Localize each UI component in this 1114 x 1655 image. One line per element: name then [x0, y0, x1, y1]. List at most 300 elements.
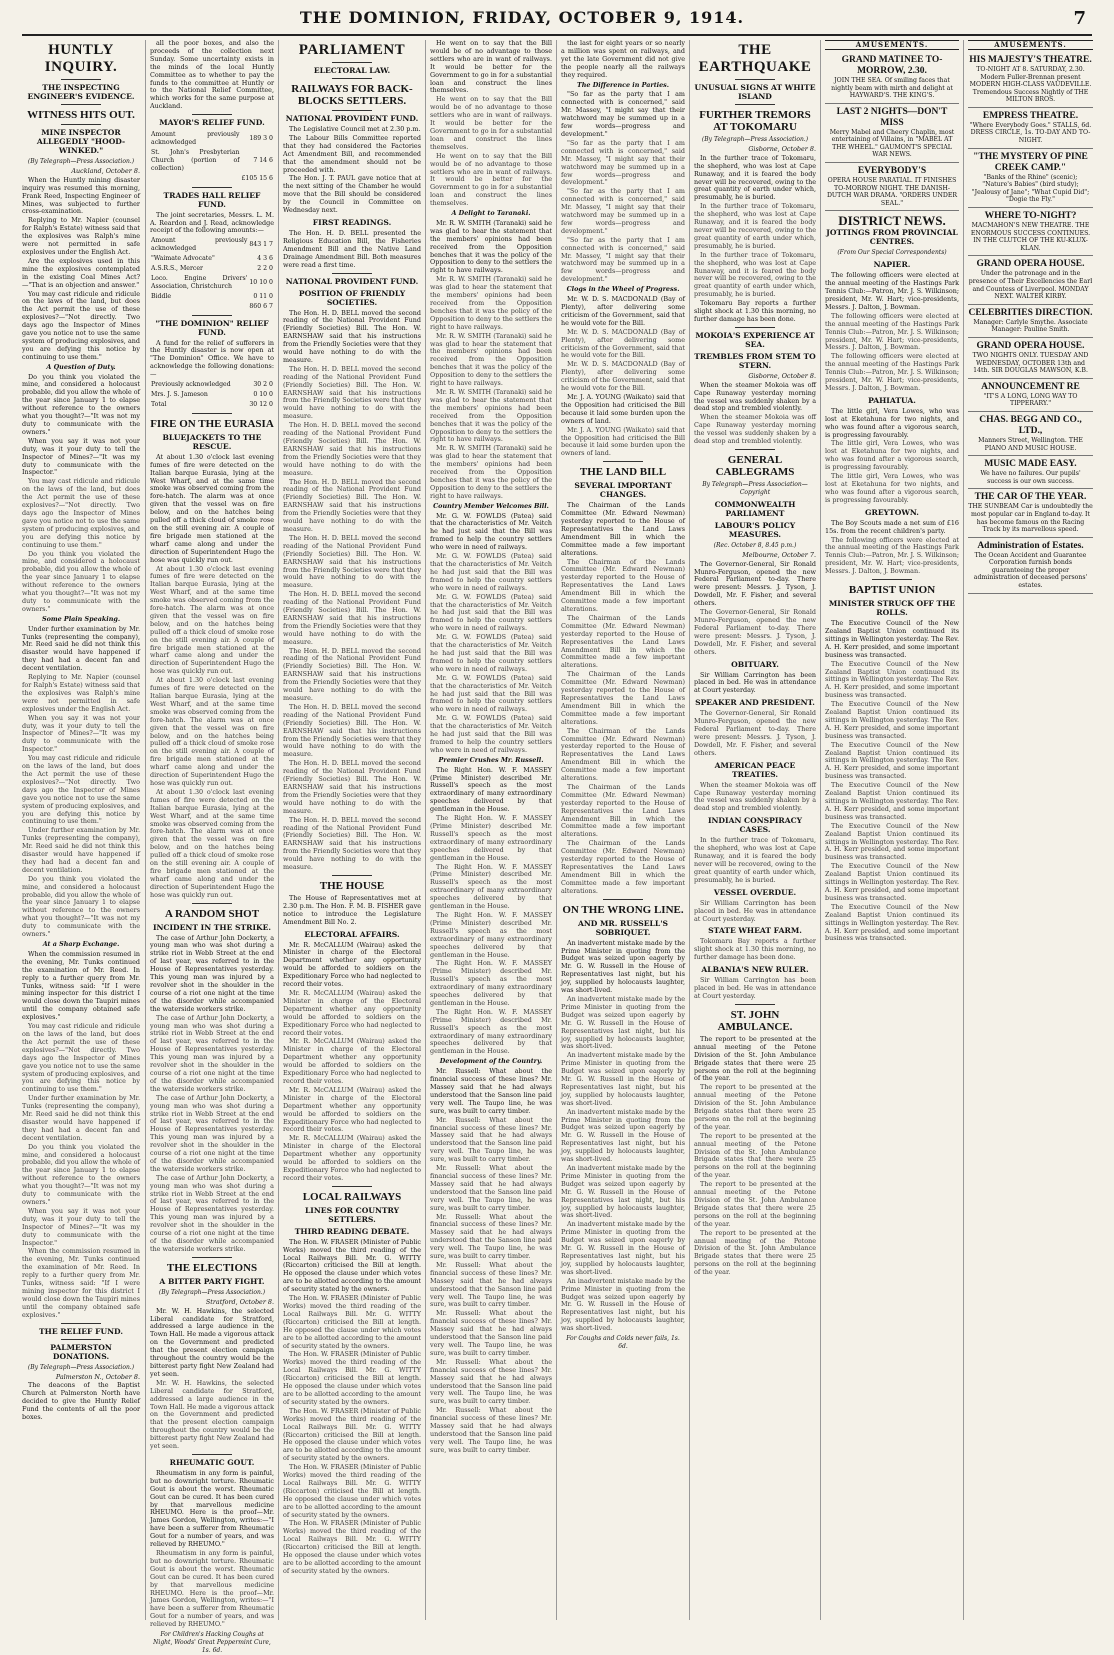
subhead: SEVERAL IMPORTANT CHANGES.	[574, 481, 672, 500]
paragraph: When the commission resumed in the evening, Mr. Tunks continued the examination of Mr. Reed. In reply to a further query from Mr. Tunks, witness said: "If I were mining inspector for this district I would close down the Taupiri mines until the company obtained safe explosives."	[22, 949, 140, 1022]
mayor-fund-table	[150, 130, 274, 183]
advert	[968, 338, 1093, 379]
divider	[332, 1186, 372, 1187]
fund-label: Total	[151, 400, 167, 408]
table-row	[150, 264, 274, 274]
subhead: ALBANIA'S NEW RULER.	[701, 965, 809, 975]
advert	[968, 412, 1093, 456]
paragraph: The Governor-General, Sir Ronald Munro-Ferguson, opened the new Federal Parliament to-day. There were present: Messrs. J. Tyson, J. Dowdell, Mr. F. Fisher, and several others.	[694, 559, 816, 608]
advert-text: Manners Street, Wellington. THE PIANO AND MUSIC HOUSE.	[978, 436, 1083, 452]
fund-amount: 30 2 0	[253, 381, 273, 389]
paragraph: Mr. R. McCALLUM (Wairau) asked the Minister in charge of the Electoral Department whether any opportunity would be afforded to soldiers on the Expeditionary Force who had neglected to record their votes.	[283, 1037, 421, 1085]
advert	[968, 456, 1093, 489]
masthead	[22, 4, 1092, 36]
paragraph: An inadvertent mistake made by the Prime Minister in quoting from the Budget was seized upon eagerly by Mr. G. W. Russell in the House of Representatives last night, but his joy, supplied by holocausts laughter, was short-lived.	[561, 1276, 685, 1333]
paragraph: The Hon. W. FRASER (Minister of Public Works) moved the third reading of the Local Railways Bill. Mr. G. WITTY (Riccarton) criticised the Bill at length. He opposed the clause under which votes are to be allotted according to the amount of security stated by the owners.	[283, 1294, 421, 1350]
paragraph: The Labour Bills Committee reported that they had considered the Factories Act Amendment Bill, and recommended that the amendment should not be proceeded with.	[283, 133, 421, 174]
fund-label: Amount previously acknowledged	[151, 237, 248, 253]
paragraph: At about 1.30 o'clock last evening fumes of fire were detected on the Italian barque Eurasia, lying at the West Wharf, and at the same time smoke was observed coming from the fore-hatch. The alarm was at once given that the vessel was on fire below, and on the hatches being pulled off a thick cloud of smoke rose on the still evening air. A couple of fire brigade men stationed at the wharf came along and under the direction of Superintendent Hugo the hose was quickly run out.	[150, 787, 274, 899]
paragraph: When you say it was not your duty, was it your duty to tell the Inspector of Mines?—"It was my duty to communicate with the Inspector."	[22, 713, 140, 754]
paragraph: The case of Arthur John Dockerty, a young man who was shot during a strike riot in Webb Street at the end of last year, was referred to in the House of Representatives yesterday. This young man was injured by a revolver shot in the shoulder in the course of a riot one night at the time of the disorder while accompanied the waterside workers strike.	[150, 933, 274, 1013]
sidehead: Clogs in the Wheel of Progress.	[566, 285, 680, 294]
paragraph: An inadvertent mistake made by the Prime Minister in quoting from the Budget was seized upon eagerly by Mr. G. W. Russell in the House of Representatives last night, but his joy, supplied by holocausts laughter, was short-lived.	[561, 1107, 685, 1164]
wrong-line-headline: ON THE WRONG LINE.	[562, 903, 684, 916]
railways-headline: LOCAL RAILWAYS	[302, 1190, 402, 1203]
paragraph: He went on to say that the Bill would be of no advantage to those settlers who are in want of railways. It would be better for the Government to go in for a substantial loan and construct the lines themselves.	[430, 95, 552, 151]
small-ad: For Coughs and Colds never fails, 1s. 6d.	[566, 1335, 680, 1350]
subhead: AMERICAN PEACE TREATIES.	[714, 760, 796, 779]
sidehead: Country Member Welcomes Bill.	[433, 501, 549, 510]
divider	[332, 62, 372, 63]
fund-amount: £105 15 6	[241, 174, 273, 182]
divider	[332, 875, 372, 876]
subhead: SPEAKER AND PRESIDENT.	[695, 698, 815, 708]
fund-amount: 2 2 0	[257, 265, 273, 273]
paragraph: Mr. R. W. SMITH (Taranaki) said he was glad to hear the statement that the members' opinions had been received from the Opposition benches that it was the policy of the Opposition to deny to the settlers the right to have railways.	[430, 331, 552, 388]
advert	[968, 256, 1093, 304]
house-headline: THE HOUSE	[319, 879, 385, 892]
fund-amount: 7 14 6	[253, 156, 273, 164]
paragraph: Do you think you violated the mine, and considered a holocaust probable, did you allow the whole of the year since January 1 to elapse without reference to the owners what you thought?—"It was not my duty to communicate with the owners."	[22, 549, 140, 613]
paragraph: Mr. R. McCALLUM (Wairau) asked the Minister in charge of the Electoral Department whether any opportunity would be afforded to soldiers on the Expeditionary Force who had neglected to record their votes.	[283, 1134, 421, 1182]
paragraph: The Executive Council of the New Zealand Baptist Union continued its sittings in Wellington yesterday. The Rev. A. H. Kerr presided, and some important business was transacted.	[825, 821, 959, 862]
dominion-fund-table	[150, 380, 274, 410]
advert-text: TWO NIGHTS ONLY. TUESDAY AND WEDNESDAY, OCTOBER 13th and 14th. SIR DOUGLAS MAWSON, K.B.	[972, 351, 1089, 375]
paragraph: The Hon. H. D. BELL moved the second reading of the National Provident Fund (Friendly Societies) Bill. The Hon. W. EARNSHAW said that his instructions from the Friendly Societies were that they would have nothing to do with the measure.	[283, 477, 421, 533]
paragraph: The Chairman of the Lands Committee (Mr. Edward Newman) yesterday reported to the House of Representatives the Land Laws Amendment Bill in which the Committee made a few important alterations.	[561, 501, 685, 557]
paragraph: The following officers were elected at the annual meeting of the Hastings Park Tennis Club:—Patron, Mr. J. S. Wilkinson; president, Mr. W. Hart; vice-presidents, Messrs. J. Dalton, J. Bowman.	[825, 535, 959, 576]
fund-amount: 10 10 0	[249, 278, 273, 286]
paragraph: Mr. R. McCALLUM (Wairau) asked the Minister in charge of the Electoral Department whether any opportunity would be afforded to soldiers on the Expeditionary Force who had neglected to record their votes.	[283, 989, 421, 1037]
table-row	[150, 236, 274, 254]
paragraph: The following officers were elected at the annual meeting of the Hastings Park Tennis Club:—Patron, Mr. J. S. Wilkinson; president, Mr. W. Hart; vice-presidents, Messrs. J. Dalton, J. Bowman.	[825, 311, 959, 352]
paragraph: Mr. W. H. Hawkins, the selected Liberal candidate for Stratford, addressed a large audience in the Town Hall. He made a vigorous attack on the Government and predicted that the present election campaign throughout the country would be the bitterest party fight New Zealand had yet seen.	[150, 1306, 274, 1378]
paragraph: Mr. R. McCALLUM (Wairau) asked the Minister in charge of the Electoral Department whether any opportunity would be afforded to soldiers on the Expeditionary Force who had neglected to record their votes.	[283, 1085, 421, 1134]
fire-subhead: BLUEJACKETS TO THE RESCUE.	[162, 432, 262, 451]
amusements-header: AMUSEMENTS.	[825, 40, 959, 50]
paragraph: The Hon. H. D. BELL moved the second reading of the National Provident Fund (Friendly Societies) Bill. The Hon. W. EARNSHAW said that his instructions from the Friendly Societies were that they would have nothing to do with the measure.	[283, 364, 421, 421]
paragraph: The Chairman of the Lands Committee (Mr. Edward Newman) yesterday reported to the House of Representatives the Land Laws Amendment Bill in which the Committee made a few important alterations.	[561, 613, 685, 670]
paragraph: The Executive Council of the New Zealand Baptist Union continued its sittings in Wellington yesterday. The Rev. A. H. Kerr presided, and some important business was transacted.	[825, 902, 959, 943]
table-row	[150, 390, 274, 400]
paragraph: The joint secretaries, Messrs. L. M. A. Reardon and J. Read, acknowledge receipt of the following amounts:—	[150, 210, 274, 235]
deck-1: ELECTORAL LAW.	[313, 66, 391, 75]
sidehead: Premier Crushes Mr. Russell.	[438, 755, 544, 764]
paragraph: Mr. G. W. FOWLDS (Patea) said that the characteristics of Mr. Veitch he had just said that the Bill was framed to help the country settlers who were in need of railways.	[430, 552, 552, 592]
divider	[735, 79, 775, 80]
paragraph: Mr. G. W. FOWLDS (Patea) said that the characteristics of Mr. Veitch he had just said that the Bill was framed to help the country settlers who were in need of railways.	[430, 714, 552, 754]
page-number: 7	[1073, 8, 1086, 29]
divider	[192, 1257, 232, 1258]
fund-amount: 4 3 6	[257, 255, 273, 263]
paragraph: He went on to say that the Bill would be of no advantage to those settlers who are in want of railways. It would be better for the Government to go in for a substantial loan and construct the lines themselves.	[430, 151, 552, 208]
paragraph: Mr. R. W. SMITH (Taranaki) said he was glad to hear the statement that the members' opinions had been received from the Opposition benches that it was the policy of the Opposition to deny to the settlers the right to have railways.	[430, 218, 552, 275]
paragraph: The Hon. H. D. BELL moved the second reading of the National Provident Fund (Friendly Societies) Bill. The Hon. W. EARNSHAW said that his instructions from the Friendly Societies were that they would have nothing to do with the measure.	[283, 759, 421, 815]
paragraph: Mr. R. W. SMITH (Taranaki) said he was glad to hear the statement that the members' opinions had been received from the Opposition benches that it was the policy of the Opposition to deny to the settlers the right to have railways.	[430, 387, 552, 444]
sidehead: The Difference in Parties.	[577, 80, 669, 89]
shot-subhead: INCIDENT IN THE STRIKE.	[152, 922, 272, 932]
advert	[825, 52, 959, 104]
subhead: FIRST READINGS.	[312, 217, 392, 227]
paragraph: An inadvertent mistake made by the Prime Minister in quoting from the Budget was seized upon eagerly by Mr. G. W. Russell in the House of Representatives last night, but his joy, supplied by holocausts laughter, was short-lived.	[561, 938, 685, 995]
column-8	[963, 40, 1093, 1620]
paragraph: Replying to Mr. Napier (counsel for Ralph's Estate) witness said that the explosives was Ralph's mine were not permitted in safe explosives under the English Act.	[22, 673, 140, 713]
paragraph: When the steamer Mokoia was off Cape Runaway yesterday morning the vessel was suddenly shaken by a dead stop and trembled violently.	[694, 780, 816, 813]
paragraph: In the further trace of Tokomaru, the shepherd, who was lost at Cape Runaway, and it is feared the body never will be recovered, owing to the great quantity of earth under which, presumably, he is buried.	[694, 836, 816, 884]
fund-label: Mrs. J. S. Jameson	[151, 391, 208, 398]
paragraph: The little girl, Vera Lowes, who was lost at Eketahuna for two nights, and who was found after a vigorous search, is progressing favourably.	[825, 439, 959, 472]
fund-label	[150, 302, 248, 312]
paragraph: At about 1.30 o'clock last evening fumes of fire were detected on the Italian barque Eurasia, lying at the West Wharf, and at the same time smoke was observed coming from the fore-hatch. The alarm was at once given that the vessel was on fire below, and on the hatches being pulled off a thick cloud of smoke rose on the still evening air. A couple of fire brigade men stationed at the wharf came along and under the direction of Superintendent Hugo the hose was quickly run out.	[150, 452, 274, 564]
divider	[735, 1004, 775, 1005]
paragraph: The Hon. H. D. BELL moved the second reading of the National Provident Fund (Friendly Societies) Bill. The Hon. W. EARNSHAW said that his instructions from the Friendly Societies were that they would have nothing to do with the measure.	[283, 533, 421, 590]
column-6	[689, 40, 820, 1620]
paragraph: The Boy Scouts made a net sum of £16 15s. from the recent children's party.	[825, 518, 959, 535]
paragraph: Sir William Carrington has been placed in bed. He was in attendance at Court yesterday.	[694, 976, 816, 1000]
divider	[192, 413, 232, 414]
masthead-title: THE DOMINION, FRIDAY, OCTOBER 9, 1914.	[299, 8, 745, 27]
paragraph: Rheumatism in any form is painful, but no downright torture. Rheumatic Gout is about the worst. Rheumatic Gout can be cured. It has been cured by that marvellous medicine RHEUMO. Here is the proof—Mr. James Gordon, Wellington, writes:—"I have been a sufferer from Rheumatic Gout for a number of years, and was relieved by RHEUMO."	[150, 1549, 274, 1629]
paragraph: An inadvertent mistake made by the Prime Minister in quoting from the Budget was seized upon eagerly by Mr. G. W. Russell in the House of Representatives last night, but his joy, supplied by holocausts laughter, was short-lived.	[561, 1051, 685, 1107]
paragraph: You may cast ridicule and ridicule on the laws of the land, but does the Act permit the use of these explosives?—"Not directly. Two days ago the Inspector of Mines gave you notice not to use the same system of producing explosives, and you are defying this notice by continuing to use them."	[22, 1022, 140, 1094]
paragraph: Mr. W. D. S. MACDONALD (Bay of Plenty), after delivering some criticism of the Government, said that he would vote for the Bill.	[561, 360, 685, 393]
paragraph: Mr. G. W. FOWLDS (Patea) said that the characteristics of Mr. Veitch he had just said that the Bill was framed to help the country settlers who were in need of railways.	[430, 633, 552, 673]
fund-amount: 189 3 0	[249, 135, 273, 143]
paragraph: Mr. R. W. SMITH (Taranaki) said he was glad to hear the statement that the members' opinions had been received from the Opposition benches that it was the policy of the Opposition to deny to the settlers the right to have railways.	[430, 275, 552, 331]
baptist-headline: BAPTIST UNION	[848, 584, 936, 597]
sidehead: At a Sharp Exchange.	[42, 940, 120, 948]
advert	[825, 163, 959, 211]
divider	[332, 273, 372, 274]
cablegrams-headline: GENERAL CABLEGRAMS	[715, 454, 795, 478]
divider	[603, 461, 643, 462]
byline: (By Telegraph—Press Association.)	[158, 1288, 266, 1296]
advert-text: Under the patronage and in the presence of Their Excellencies the Earl and Countess of Liverpool. MONDAY NEXT. WALTER KIRBY.	[968, 270, 1093, 301]
advert	[825, 104, 959, 163]
advert-text: TO-NIGHT AT 8. SATURDAY, 2.30. Modern Fuller-Brennan present MODERN HIGH-CLASS VAUDEVILLE. Tremendous Success Nightly of THE MILTON BROS.	[969, 65, 1092, 104]
divider	[192, 114, 232, 115]
table-row	[150, 254, 274, 264]
paragraph: "So far as the party that I am connected with is concerned," said Mr. Massey, "I might say that their watchword may be summed up in a few words—progress and development."	[561, 235, 685, 284]
paragraph: Mr. J. A. YOUNG (Waikato) said that the Opposition had criticised the Bill because it laid some burden upon the owners of land.	[561, 392, 685, 425]
parliament-headline: PARLIAMENT	[298, 42, 406, 58]
land-bill-headline: THE LAND BILL	[579, 466, 667, 479]
hall-fund-head: TRADES HALL RELIEF FUND.	[163, 190, 261, 209]
deck-3: NATIONAL PROVIDENT FUND.	[285, 114, 419, 123]
paragraph: The Hon. W. FRASER (Minister of Public Works) moved the third reading of the Local Railways Bill. Mr. G. WITTY (Riccarton) criticised the Bill at length. He opposed the clause under which votes are to be allotted according to the amount of security stated by the owners.	[283, 1463, 421, 1519]
paragraph: The report to be presented at the annual meeting of the Petone Division of the St. John Ambulance Brigade states that there were 25 persons on the roll at the beginning of the year.	[694, 1180, 816, 1228]
paragraph: Mr. W. D. S. MACDONALD (Bay of Plenty), after delivering some criticism of the Government, said that he would vote for the Bill.	[561, 295, 685, 327]
paragraph: Mr. G. W. FOWLDS (Patea) said that the characteristics of Mr. Veitch he had just said that the Bill was framed to help the country settlers who were in need of railways.	[430, 511, 552, 552]
dominion-fund-head: "THE DOMINION" RELIEF FUND.	[155, 318, 269, 337]
paragraph: Mr. G. W. FOWLDS (Patea) said that the characteristics of Mr. Veitch he had just said that the Bill was framed to help the country settlers who were in need of railways.	[430, 673, 552, 714]
advert-text: Manager: Carlyle Smythe. Associate Manager: Pauline Smith.	[973, 318, 1088, 334]
byline: (From Our Special Correspondents)	[837, 249, 947, 257]
fund-amount: 860 6 7	[249, 302, 273, 310]
paragraph: "So far as the party that I am connected with is concerned," said Mr. Massey, "I might say that their watchword may be summed up in a few words—progress and development."	[561, 187, 685, 235]
paragraph: Tokomaru Bay reports a further slight shock at 1.30 this morning, no further damage has been done.	[694, 937, 816, 962]
paragraph: Mr. Russell: What about the financial success of these lines? Mr. Massey said that he had always understood that the Sanson line paid very well. The Taupo line, he was sure, was built to carry timber.	[430, 1212, 552, 1261]
paragraph: The Governor-General, Sir Ronald Munro-Ferguson, opened the new Federal Parliament to-day. There were present: Messrs. J. Tyson, J. Dowdell, Mr. F. Fisher, and several others.	[694, 608, 816, 656]
subhead: AND MR. RUSSELL'S SOBRIQUET.	[577, 918, 669, 937]
paragraph: An inadvertent mistake made by the Prime Minister in quoting from the Budget was seized upon eagerly by Mr. G. W. Russell in the House of Representatives last night, but his joy, supplied by holocausts laughter, was short-lived.	[561, 1164, 685, 1220]
advert	[968, 52, 1093, 108]
paragraph: An inadvertent mistake made by the Prime Minister in quoting from the Budget was seized upon eagerly by Mr. G. W. Russell in the House of Representatives last night, but his joy, supplied by holocausts laughter, was short-lived.	[561, 1220, 685, 1276]
paragraph: The Right Hon. W. F. MASSEY (Prime Minister) described Mr. Russell's speech as the most extraordinary of many extraordinary speeches delivered by that gentleman in the House.	[430, 1007, 552, 1056]
byline: By Telegraph—Press Association—Copyright	[702, 481, 808, 496]
paragraph: Do you think you violated the mine, and considered a holocaust probable, did you allow the whole of the year since January 1 to elapse without reference to the owners what you thought?—"It was not my duty to communicate with the owners."	[22, 1142, 140, 1206]
paragraph: Under further examination by Mr. Tunks (representing the company), Mr. Reed said he did not think this disaster would have happened if they had had a decent fan and decent ventilation.	[22, 624, 140, 673]
paragraph: The House of Representatives met at 2.30 p.m. The Hon. F. M. B. FISHER gave notice to introduce the Legislature Amendment Bill No. 2.	[283, 893, 421, 926]
paragraph: Mr. W. H. Hawkins, the selected Liberal candidate for Stratford, addressed a large audience in the Town Hall. He made a vigorous attack on the Government and predicted that the present election campaign throughout the country would be the bitterest party fight New Zealand had yet seen.	[150, 1378, 274, 1451]
subhead: THIRD READING DEBATE.	[294, 1226, 410, 1236]
advert-title: CHAS. BEGG AND CO., LTD.,	[979, 414, 1082, 436]
advert-text: "Banks of the Rhine" (scenic); "Nature's Babies" (bird study); "Jealousy of Jane"; "What Cupid Did"; "Dogie the Fly."	[971, 173, 1090, 204]
byline: (Rec. October 8, 8.45 p.m.)	[713, 541, 797, 549]
gout-headline: RHEUMATIC GOUT.	[169, 1457, 255, 1467]
divider	[192, 903, 232, 904]
divider	[192, 1454, 232, 1455]
paragraph: Replying to Mr. Napier (counsel for Ralph's Estate) witness said that the explosives was Ralph's mine were not permitted in safe explosives under the English Act.	[22, 216, 140, 256]
advert	[968, 149, 1093, 208]
deck-3: MINE INSPECTOR ALLEGEDLY "HOOD-WINKED."	[36, 128, 126, 155]
table-row	[150, 148, 274, 174]
paragraph: The Executive Council of the New Zealand Baptist Union continued its sittings in Wellington yesterday. The Rev. A. H. Kerr presided, and some important business was transacted.	[825, 781, 959, 821]
paragraph: The Legislative Council met at 2.30 p.m.	[289, 125, 421, 133]
deck-1: UNUSUAL SIGNS AT WHITE ISLAND	[694, 83, 816, 101]
district-news-headline: DISTRICT NEWS.	[838, 213, 946, 229]
fund-amount: 30 12 0	[249, 400, 273, 408]
paragraph: "So far as the party that I am connected with is concerned," said Mr. Massey, "I might say that their watchword may be summed up in a few words—progress and development."	[561, 138, 685, 187]
deck-2: RAILWAYS FOR BACK-BLOCKS SETTLERS.	[291, 83, 413, 107]
fire-headline: FIRE ON THE EURASIA	[150, 417, 274, 430]
divider	[192, 187, 232, 188]
paragraph: Mr. R. McCALLUM (Wairau) asked the Minister in charge of the Electoral Department whether any opportunity would be afforded to soldiers on the Expeditionary Force who had neglected to record their votes.	[283, 940, 421, 989]
paragraph: The Right Hon. W. F. MASSEY (Prime Minister) described Mr. Russell's speech as the most extraordinary of many extraordinary speeches delivered by that gentleman in the House.	[430, 862, 552, 911]
paragraph: The Chairman of the Lands Committee (Mr. Edward Newman) yesterday reported to the House of Representatives the Land Laws Amendment Bill in which the Committee made a few important alterations.	[561, 726, 685, 783]
table-row	[150, 292, 274, 302]
paragraph: The Hon. W. FRASER (Minister of Public Works) moved the third reading of the Local Railways Bill. Mr. G. WITTY (Riccarton) criticised the Bill at length. He opposed the clause under which votes are to be allotted according to the amount of security stated by the owners.	[283, 1519, 421, 1575]
table-row	[150, 302, 274, 312]
subhead: JOTTINGS FROM PROVINCIAL CENTRES.	[826, 228, 958, 247]
divider	[603, 899, 643, 900]
paragraph: The little girl, Vera Lowes, who was lost at Eketahuna for two nights, and who was found after a vigorous search, is progressing favourably.	[825, 406, 959, 439]
paragraph: Mr. Russell: What about the financial success of these lines? Mr. Massey said that he had always understood that the Sanson line paid very well. The Taupo line, he was sure, was built to carry timber.	[430, 1115, 552, 1164]
fund-label: Amount previously acknowledged	[151, 131, 240, 147]
paragraph: In the further trace of Tokomaru, the shepherd, who was lost at Cape Runaway, and it is feared the body never will be recovered, owing to the great quantity of earth under which, presumably, he is buried.	[694, 250, 816, 299]
paragraph: the last for eight years or so nearly a million was spent on railways, and yet the late Government did not give the people nearly all the railways they required.	[561, 39, 685, 79]
paragraph: The Right Hon. W. F. MASSEY (Prime Minister) described Mr. Russell's speech as the most extraordinary of many extraordinary speeches delivered by that gentleman in the House.	[430, 765, 552, 814]
advert-title: THE CAR OF THE YEAR.	[974, 492, 1087, 503]
paragraph: When you say it was not your duty, was it your duty to tell the Inspector of Mines?—"It was my duty to communicate with the Inspector."	[22, 1206, 140, 1247]
advert-title: Administration of Estates.	[977, 540, 1084, 551]
paragraph: Sir William Carrington has been placed in bed. He was in attendance at Court yesterday.	[694, 898, 816, 923]
paragraph: Mr. Russell: What about the financial success of these lines? Mr. Massey said that he had always understood that the Sanson line paid very well. The Taupo line, he was sure, was built to carry timber.	[430, 1309, 552, 1357]
paragraph: The report to be presented at the annual meeting of the Petone Division of the St. John Ambulance Brigade states that there were 25 persons on the roll at the beginning of the year.	[694, 1034, 816, 1083]
paragraph: Mr. Russell: What about the financial success of these lines? Mr. Massey said that he had always understood that the Sanson line paid very well. The Taupo line, he was sure, was built to carry timber.	[430, 1164, 552, 1212]
advert-title: HIS MAJESTY'S THEATRE.	[969, 54, 1092, 65]
paragraph: Tokomaru Bay reports a further slight shock at 1.30 this morning, no further damage has been done.	[694, 299, 816, 323]
paragraph: The report to be presented at the annual meeting of the Petone Division of the St. John Ambulance Brigade states that there were 25 persons on the roll at the beginning of the year.	[694, 1083, 816, 1131]
divider	[61, 104, 101, 105]
dateline: Gisborne, October 8.	[748, 144, 816, 153]
paragraph: In the further trace of Tokomaru, the shepherd, who was lost at Cape Runaway, and it is feared the body never will be recovered, owing to the great quantity of earth under which, presumably, he is buried.	[694, 153, 816, 202]
advert-text: JOIN THE SEA. Of smiling faces that nightly beam with mirth and delight at HAYWARD'S. THE KING'S.	[831, 76, 953, 100]
byline: (By Telegraph—Press Association.)	[701, 136, 809, 143]
advert-title: LAST 2 NIGHTS—DON'T MISS	[836, 106, 948, 128]
ambulance-headline: ST. JOHN AMBULANCE.	[717, 1008, 793, 1033]
advert-title: MUSIC MADE EASY.	[984, 459, 1077, 470]
dateline: Gisborne, October 8.	[748, 371, 816, 380]
advert	[968, 538, 1093, 594]
subhead: VESSEL OVERDUE.	[713, 887, 797, 897]
paragraph: The Governor-General, Sir Ronald Munro-Ferguson, opened the new Federal Parliament to-day. There were present: Messrs. J. Tyson, J. Dowdell, Mr. F. Fisher, and several others.	[694, 709, 816, 757]
subhead: PAHIATUA.	[868, 395, 916, 405]
divider	[332, 78, 372, 79]
advert-title: GRAND MATINEE TO-MORROW, 2.30.	[841, 54, 943, 76]
elections-subhead: A BITTER PARTY FIGHT.	[159, 1276, 265, 1286]
fund-label: Loco. Engine Drivers' Association, Christchurch	[151, 274, 248, 290]
advert	[968, 379, 1093, 412]
paragraph: A fund for the relief of sufferers in the Huntly disaster is now open at "The Dominion" Office. We have to acknowledge the following donations:—	[150, 338, 274, 379]
divider	[61, 124, 101, 125]
paragraph: The following officers were elected at the annual meeting of the Hastings Park Tennis Club:—Patron, Mr. J. S. Wilkinson; president, Mr. W. Hart; vice-presidents, Messrs. J. Dalton, J. Bowman.	[825, 271, 959, 311]
paragraph: In the further trace of Tokomaru, the shepherd, who was lost at Cape Runaway, and it is feared the body never will be recovered, owing to the great quantity of earth under which, presumably, he is buried.	[694, 202, 816, 250]
paragraph: The Right Hon. W. F. MASSEY (Prime Minister) described Mr. Russell's speech as the most extraordinary of many extraordinary speeches delivered by that gentleman in the House.	[430, 910, 552, 959]
sidehead: A Delight to Taranaki.	[451, 209, 531, 218]
advert-title: EVERYBODY'S	[857, 166, 927, 177]
paragraph: The report to be presented at the annual meeting of the Petone Division of the St. John Ambulance Brigade states that there were 25 persons on the roll at the beginning of the year.	[694, 1131, 816, 1180]
paragraph: The Hon. H. D. BELL moved the second reading of the National Provident Fund (Friendly Societies) Bill. The Hon. W. EARNSHAW said that his instructions from the Friendly Societies were that they would have nothing to do with the measure.	[283, 590, 421, 646]
advert-text: Merry Mabel and Cheery Chaplin, most entertaining of Villains, in "MABEL AT THE WHEEL." GAUMONT'S SPECIAL WAR NEWS.	[829, 128, 955, 159]
sidehead: Development of the Country.	[439, 1057, 543, 1066]
advert	[968, 108, 1093, 149]
subhead: OBITUARY.	[731, 659, 779, 669]
table-row	[150, 274, 274, 292]
fund-amount: 0 10 0	[253, 391, 273, 398]
advert-text: The Ocean Accident and Guarantee Corporation furnish bonds guaranteeing the proper administration of deceased persons' estates.	[973, 551, 1088, 590]
paragraph: An inadvertent mistake made by the Prime Minister in quoting from the Budget was seized upon eagerly by Mr. G. W. Russell in the House of Representatives last night, but his joy, supplied by holocausts laughter, was short-lived.	[561, 994, 685, 1051]
paragraph: You may cast ridicule and ridicule on the laws of the land, but does the Act permit the use of these explosives?—"Not directly. Two days ago the Inspector of Mines gave you notice not to use the same system of producing explosives, and you are defying this notice by continuing to use them."	[22, 289, 140, 361]
advert-text: OPERA HOUSE PARATIAL. IT FINISHES TO-MORROW NIGHT. THE DANISH-DUTCH WAR DRAMA. "ORDERS UNDER SEAL."	[826, 177, 958, 207]
paragraph: The Hon. W. FRASER (Minister of Public Works) moved the third reading of the Local Railways Bill. Mr. G. WITTY (Riccarton) criticised the Bill at length. He opposed the clause under which votes are to be allotted according to the amount of security stated by the owners.	[283, 1237, 421, 1294]
sidehead: Some Plain Speaking.	[41, 614, 121, 623]
divider	[61, 1323, 101, 1324]
table-row	[150, 174, 274, 184]
advert-text: MACMAHON'S NEW THEATRE. THE ENORMOUS SUCCESS CONTINUES. IN THE CLUTCH OF THE KU-KLUX-KLAN.	[970, 222, 1091, 252]
fund-amount: 0 11 0	[253, 292, 273, 300]
paragraph: Mr. G. W. FOWLDS (Patea) said that the characteristics of Mr. Veitch he had just said that the Bill was framed to help the country settlers who were in need of railways.	[430, 592, 552, 633]
subhead: LINES FOR COUNTRY SETTLERS.	[304, 1205, 400, 1224]
elections-headline: THE ELECTIONS	[166, 1261, 258, 1274]
paragraph: Mr. Russell: What about the financial success of these lines? Mr. Massey said that he had always understood that the Sanson line paid very well. The Taupo line, he was sure, was built to carry timber.	[430, 1067, 552, 1115]
subhead: ELECTORAL AFFAIRS.	[304, 929, 400, 939]
advert-text: "IT'S A LONG, LONG WAY TO TIPPERARY."	[983, 392, 1078, 408]
paragraph: Sir William Carrington has been placed in bed. He was in attendance at Court yesterday.	[694, 670, 816, 695]
subhead: MOKOIA'S EXPERIENCE AT SEA.	[695, 330, 815, 349]
paragraph: When you say it was not your duty, was it your duty to tell the Inspector of Mines?—"It was my duty to communicate with the Inspector."	[22, 436, 140, 477]
divider	[872, 579, 912, 580]
deck-2: WITNESS HITS OUT.	[27, 109, 135, 121]
paragraph: The Hon. H. D. BELL moved the second reading of the National Provident Fund (Friendly Societies) Bill. The Hon. W. EARNSHAW said that his instructions from the Friendly Societies were that they would have nothing to do with the measure.	[283, 308, 421, 364]
paragraph: You may cast ridicule and ridicule on the laws of the land, but does the Act permit the use of these explosives?—"Not directly. Two days ago the Inspector of Mines gave you notice not to use the same system of producing explosives, and you are defying this notice by continuing to use them."	[22, 477, 140, 549]
subhead: POSITION OF FRIENDLY SOCIETIES.	[298, 288, 406, 307]
paragraph: The Hon. H. D. BELL moved the second reading of the National Provident Fund (Friendly Societies) Bill. The Hon. W. EARNSHAW said that his instructions from the Friendly Societies were that they would have nothing to do with the measure.	[283, 702, 421, 759]
advert-title: GRAND OPERA HOUSE.	[976, 340, 1085, 351]
fund-label: Biddle	[151, 292, 172, 300]
paragraph: The following officers were elected at the annual meeting of the Hastings Park Tennis Club:—Patron, Mr. J. S. Wilkinson; president, Mr. W. Hart; vice-presidents, Messrs. J. Dalton, J. Bowman.	[825, 352, 959, 392]
advert-title: CELEBRITIES DIRECTION.	[968, 307, 1093, 318]
advert-title: WHERE TO-NIGHT?	[984, 211, 1077, 222]
paragraph: "So far as the party that I am connected with is concerned," said Mr. Massey, "I might say that their watchword may be summed up in a few words—progress and development."	[561, 90, 685, 138]
advert	[968, 208, 1093, 256]
amusements-header: AMUSEMENTS.	[968, 40, 1093, 50]
dateline: Auckland, October 8.	[71, 166, 140, 175]
advert	[968, 305, 1093, 338]
advert-text: THE SUNBEAM Car is undoubtedly the most popular car in England to-day. It has become famous on the Racing Track by its marvellous speed.	[968, 503, 1093, 534]
subhead: INDIAN CONSPIRACY CASES.	[707, 816, 803, 835]
divider	[61, 1339, 101, 1340]
shot-headline: A RANDOM SHOT	[164, 907, 260, 920]
divider	[61, 79, 101, 80]
paragraph: The Chairman of the Lands Committee (Mr. Edward Newman) yesterday reported to the House of Representatives the Land Laws Amendment Bill in which the Committee made a few important alterations.	[561, 670, 685, 726]
divider	[735, 104, 775, 105]
paragraph: The case of Arthur John Dockerty, a young man who was shot during a strike riot in Webb Street at the end of last year, was referred to in the House of Representatives yesterday. This young man was injured by a revolver shot in the shoulder in the course of a riot one night at the time of the disorder while accompanied the waterside workers strike.	[150, 1173, 274, 1253]
paragraph: The Executive Council of the New Zealand Baptist Union continued its sittings in Wellington yesterday. The Rev. A. H. Kerr presided, and some important business was transacted.	[825, 619, 959, 659]
paragraph: The little girl, Vera Lowes, who was lost at Eketahuna for two nights, and who was found after a vigorous search, is progressing favourably.	[825, 472, 959, 504]
paragraph: At about 1.30 o'clock last evening fumes of fire were detected on the Italian barque Eurasia, lying at the West Wharf, and at the same time smoke was observed coming from the fore-hatch. The alarm was at once given that the vessel was on fire below, and on the hatches being pulled off a thick cloud of smoke rose on the still evening air. A couple of fire brigade men stationed at the wharf came along and under the direction of Superintendent Hugo the hose was quickly run out.	[150, 676, 274, 787]
fund-label: St. John's Presbyterian Church (portion of collection)	[151, 148, 240, 172]
paragraph: When the Huntly mining disaster inquiry was resumed this morning, Frank Reed, Inspecting Engineer of Mines, was subjected to further cross-examination.	[22, 175, 140, 216]
paragraph: Mr. Russell: What about the financial success of these lines? Mr. Massey said that he had always understood that the Sanson line paid very well. The Taupo line, he was sure, was built to carry timber.	[430, 1260, 552, 1309]
fund-label: A.S.R.S., Mercer	[151, 265, 204, 273]
paragraph: Under further examination by Mr. Tunks (representing the company), Mr. Reed said he did not think this disaster would have happened if they had had a decent fan and decent ventilation.	[22, 826, 140, 874]
column-2	[145, 39, 278, 1654]
paragraph: When the steamer Mokoia was off Cape Runaway yesterday morning the vessel was suddenly shaken by a dead stop and trembled violently.	[694, 413, 816, 446]
byline: (By Telegraph—Press Association.)	[27, 1363, 135, 1371]
paragraph: Do you think you violated the mine, and considered a holocaust probable, did you allow the whole of the year since January 1 to elapse without reference to the owners what you thought?—"It was not my duty to communicate with the owners."	[22, 874, 140, 939]
fund-label: Previously acknowledged	[151, 381, 231, 389]
advert-text: We have no failures. Our pupils' success is our own success.	[980, 470, 1081, 485]
advert-text: "Where Everybody Goes." STALLS, 6d. DRESS CIRCLE, 1s. TO-DAY AND TO-NIGHT.	[969, 121, 1092, 145]
paragraph: The Hon. J. T. PAUL gave notice that at the next sitting of the Chamber he would move that the Bill should be considered by the Council in Committee on Wednesday next.	[283, 174, 421, 215]
paragraph: The Hon. W. FRASER (Minister of Public Works) moved the third reading of the Local Railways Bill. Mr. G. WITTY (Riccarton) criticised the Bill at length. He opposed the clause under which votes are to be allotted according to the amount of security stated by the owners.	[283, 1350, 421, 1406]
paragraph: Rheumatism in any form is painful, but no downright torture. Rheumatic Gout is about the worst. Rheumatic Gout can be cured. It has been cured by that marvellous medicine RHEUMO. Here is the proof—Mr. James Gordon, Wellington, writes:—"I have been a sufferer from Rheumatic Gout for a number of years, and was relieved by RHEUMO."	[150, 1468, 274, 1549]
earthquake-headline: THE EARTHQUAKE	[698, 42, 812, 75]
subhead: LABOUR'S POLICY MEASURES.	[714, 520, 796, 539]
byline: (By Telegraph—Press Association.)	[27, 158, 135, 165]
column-7	[820, 40, 963, 1620]
subhead: STATE WHEAT FARM.	[708, 926, 802, 936]
table-row	[150, 130, 274, 148]
paragraph: The Hon. H. D. BELL moved the second reading of the National Provident Fund (Friendly Societies) Bill. The Hon. W. EARNSHAW said that his instructions from the Friendly Societies were that they would have nothing to do with the measure.	[283, 646, 421, 702]
paragraph: The Executive Council of the New Zealand Baptist Union continued its sittings in Wellington yesterday. The Rev. A. H. Kerr presided, and some important business was transacted.	[825, 862, 959, 902]
newspaper-columns	[22, 39, 1093, 1654]
paragraph: Mr. Russell: What about the financial success of these lines? Mr. Massey said that he had always understood that the Sanson line paid very well. The Taupo line, he was sure, was built to carry timber.	[430, 1406, 552, 1454]
paragraph: The Executive Council of the New Zealand Baptist Union continued its sittings in Wellington yesterday. The Rev. A. H. Kerr presided, and some important business was transacted.	[825, 700, 959, 740]
dateline: Palmerston N., October 8.	[55, 1372, 140, 1381]
sidehead: A Question of Duty.	[46, 362, 116, 371]
deck-2: FURTHER TREMORS AT TOKOMARU	[699, 109, 811, 133]
paragraph: The case of Arthur John Dockerty, a young man who was shot during a strike riot in Webb Street at the end of last year, was referred to in the House of Representatives yesterday. This young man was injured by a revolver shot in the shoulder in the course of a riot one night at the time of the disorder while accompanied the waterside workers strike.	[150, 1093, 274, 1173]
divider	[735, 327, 775, 328]
paragraph: The Right Hon. W. F. MASSEY (Prime Minister) described Mr. Russell's speech as the most extraordinary of many extraordinary speeches delivered by that gentleman in the House.	[430, 814, 552, 862]
subhead: NATIONAL PROVIDENT FUND.	[285, 276, 419, 286]
paragraph: Mr. Russell: What about the financial success of these lines? Mr. Massey said that he had always understood that the Sanson line paid very well. The Taupo line, he was sure, was built to carry timber.	[430, 1357, 552, 1406]
subhead: MINISTER STRUCK OFF THE ROLLS.	[828, 599, 956, 618]
paragraph: You may cast ridicule and ridicule on the laws of the land, but does the Act permit the use of these explosives?—"Not directly. Two days ago the Inspector of Mines gave you notice not to use the same system of producing explosives, and you are defying this notice by continuing to use them."	[22, 754, 140, 826]
table-row	[150, 400, 274, 410]
